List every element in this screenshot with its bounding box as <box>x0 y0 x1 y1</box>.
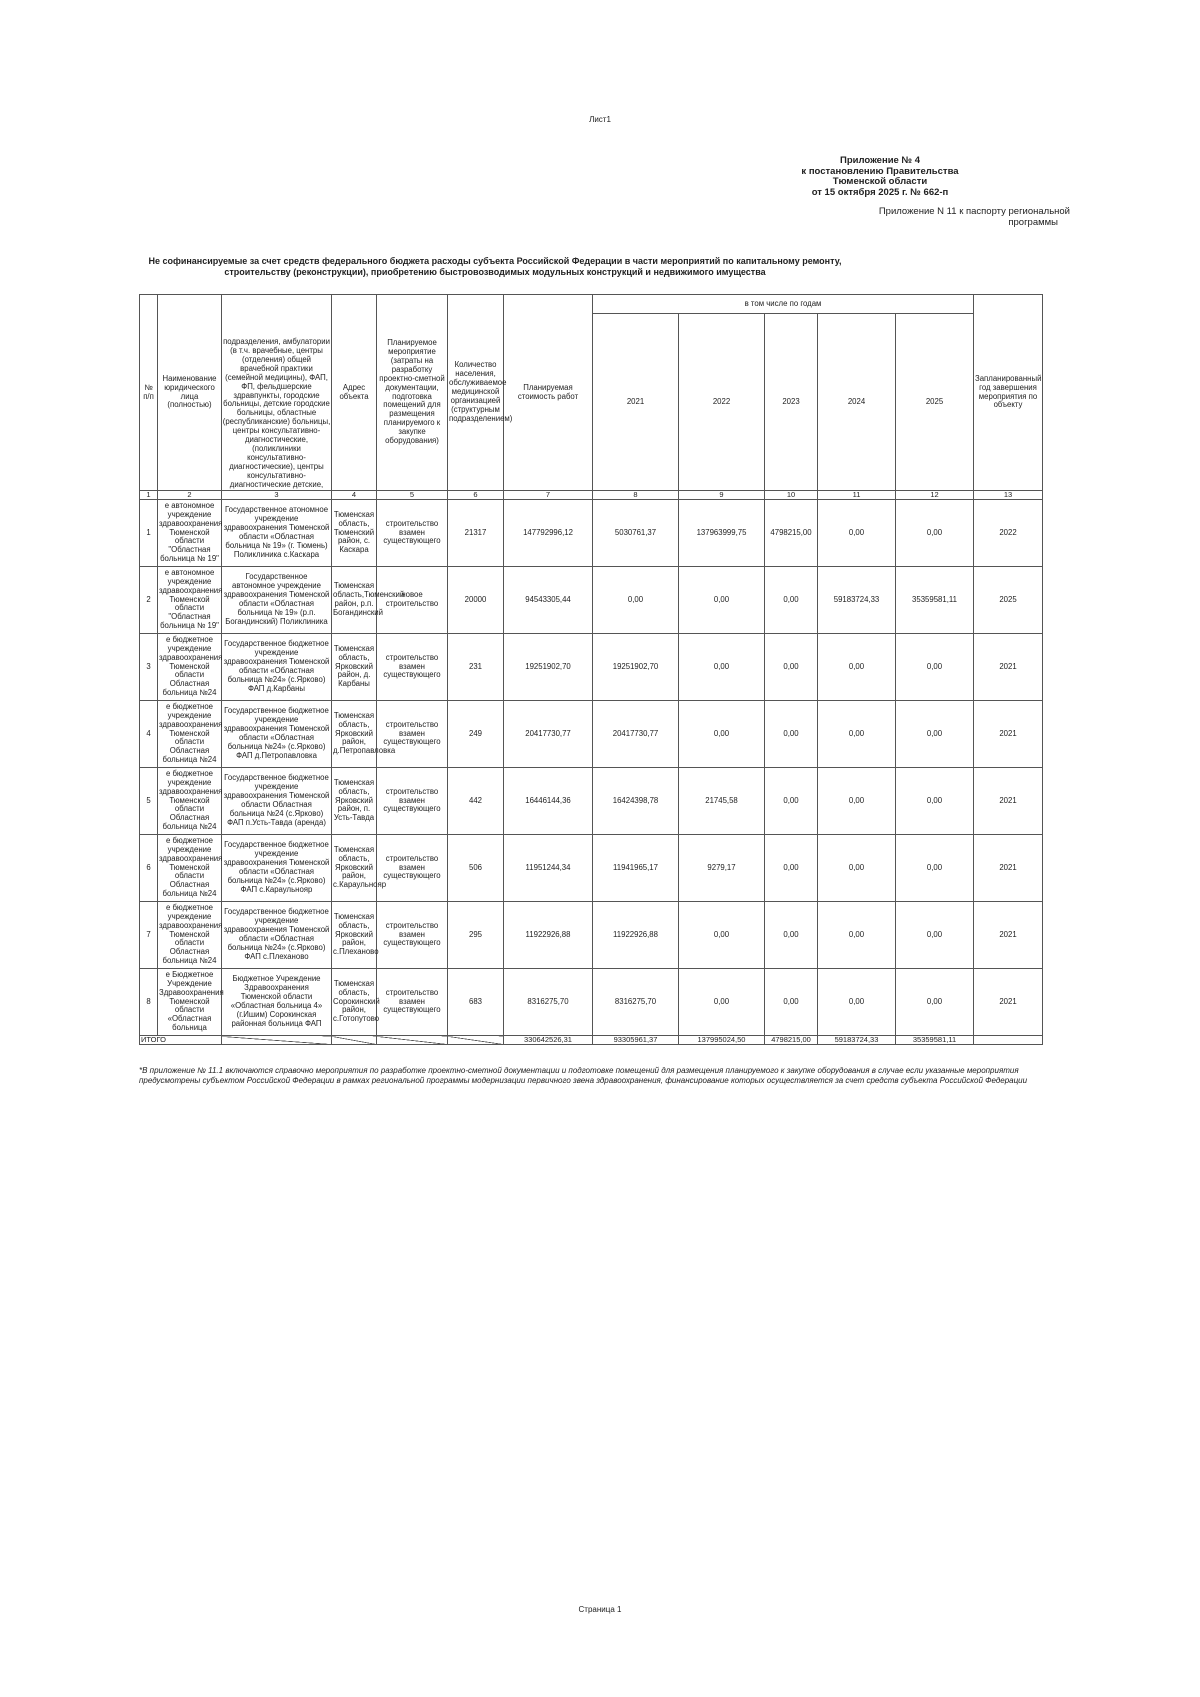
planned-cost: 19251902,70 <box>504 634 593 701</box>
population: 20000 <box>448 567 504 634</box>
document-title <box>145 256 845 277</box>
amount-2021: 11922926,88 <box>593 902 679 969</box>
planned-event: строительство взамен существующего <box>377 835 448 902</box>
table-row <box>140 969 1043 1036</box>
amount-2023: 0,00 <box>765 701 818 768</box>
legal-entity-name <box>158 835 222 902</box>
planned-cost: 11951244,34 <box>504 835 593 902</box>
population: 249 <box>448 701 504 768</box>
amount-2023: 0,00 <box>765 634 818 701</box>
subdivision-name <box>222 768 332 835</box>
total-empty-cell <box>222 1036 332 1045</box>
header-event: Планируемое мероприятие (затраты на разработку проектно-сметной документации, подготовка помещений для размещения планируемого к закупке оборудования) <box>377 295 448 491</box>
page-number: Страница 1 <box>578 1605 622 1614</box>
subdivision-name <box>222 567 332 634</box>
object-address-text: Тюменская область, Ярковский район, д. Карбаны <box>333 643 375 689</box>
subdivision-name <box>222 835 332 902</box>
legal-entity-name-text: е автономное учреждение здравоохранения Тюменской области "Областная больница № 19" <box>159 500 223 564</box>
header-year-2022: 2022 <box>679 314 765 491</box>
header-row <box>140 295 1043 314</box>
total-empty-cell <box>332 1036 377 1045</box>
subdivision-name <box>222 701 332 768</box>
subdivision-name-text: Государственное бюджетное учреждение здравоохранения Тюменской области «Областная больница №24» (с.Ярково) ФАП д.Петропавловка <box>223 706 330 760</box>
total-2022: 137995024,50 <box>679 1036 765 1045</box>
header-legal-name: Наименование юридического лица (полностью) <box>158 295 222 491</box>
object-address <box>332 902 377 969</box>
amount-2022: 137963999,75 <box>679 500 765 567</box>
col-number: 3 <box>222 491 332 500</box>
row-number: 3 <box>140 634 158 701</box>
header-year-2025: 2025 <box>896 314 974 491</box>
amount-2024: 0,00 <box>818 902 896 969</box>
amount-2023: 4798215,00 <box>765 500 818 567</box>
col-number: 4 <box>332 491 377 500</box>
passport-note-line-1: Приложение N 11 к паспорту региональной <box>878 206 1070 217</box>
subdivision-name <box>222 902 332 969</box>
object-address-text: Тюменская область, Сорокинский район, с.Готопутово <box>333 978 380 1024</box>
table-body <box>140 500 1043 1036</box>
object-address-text: Тюменская область, Ярковский район, с.Плеханово <box>333 911 379 957</box>
object-address-text: Тюменская область, Ярковский район, п. Усть-Тавда <box>333 777 375 823</box>
population: 442 <box>448 768 504 835</box>
amount-2022: 21745,58 <box>679 768 765 835</box>
object-address-text: Тюменская область,Тюменский район, р.п. Богандинский <box>333 581 405 617</box>
object-address <box>332 500 377 567</box>
legal-entity-name <box>158 902 222 969</box>
object-address-text: Тюменская область, Ярковский район, с.Караульнояр <box>333 844 387 890</box>
legal-entity-name <box>158 567 222 634</box>
planned-cost: 8316275,70 <box>504 969 593 1036</box>
legal-entity-name-text: е бюджетное учреждение здравоохранения Тюменской области Областная больница №24 <box>159 902 223 966</box>
legal-entity-name <box>158 969 222 1036</box>
planned-event: строительство взамен существующего <box>377 768 448 835</box>
amount-2025: 0,00 <box>896 500 974 567</box>
subdivision-name <box>222 500 332 567</box>
total-empty-cell <box>448 1036 504 1045</box>
row-number: 8 <box>140 969 158 1036</box>
total-2021: 93305961,37 <box>593 1036 679 1045</box>
completion-year: 2021 <box>974 969 1043 1036</box>
planned-event: строительство взамен существующего <box>377 500 448 567</box>
object-address <box>332 969 380 1036</box>
expenses-table <box>139 294 1043 1045</box>
legal-entity-name <box>158 701 222 768</box>
planned-cost: 20417730,77 <box>504 701 593 768</box>
amount-2022: 0,00 <box>679 567 765 634</box>
col-number: 2 <box>158 491 222 500</box>
subdivision-name-text: Бюджетное Учреждение Здравоохранения Тюменской области «Областная больница 4» (г.Ишим) Сорокинская районная больница ФАП <box>230 974 323 1028</box>
appendix-block <box>770 156 990 198</box>
row-number: 6 <box>140 835 158 902</box>
col-number: 6 <box>448 491 504 500</box>
document-title-line-1: Не софинансируемые за счет средств федерального бюджета расходы субъекта Российской Федерации в части мероприятий по капитальному ремонту, <box>148 256 842 266</box>
header-cost: Планируемая стоимость работ <box>504 295 593 491</box>
amount-2022: 0,00 <box>679 634 765 701</box>
subdivision-name-text: Государственное бюджетное учреждение здравоохранения Тюменской области Областная больница №24 (с.Ярково) ФАП п.Усть-Тавда (аренда) <box>223 773 330 827</box>
planned-cost: 16446144,36 <box>504 768 593 835</box>
planned-cost: 11922926,88 <box>504 902 593 969</box>
object-address <box>332 567 405 634</box>
amount-2024: 0,00 <box>818 701 896 768</box>
total-2025: 35359581,11 <box>896 1036 974 1045</box>
legal-entity-name-text: е бюджетное учреждение здравоохранения Тюменской области Областная больница №24 <box>159 768 223 832</box>
amount-2022: 0,00 <box>679 701 765 768</box>
row-number: 2 <box>140 567 158 634</box>
amount-2025: 0,00 <box>896 768 974 835</box>
table-row <box>140 500 1043 567</box>
appendix-line-3: Тюменской области <box>832 176 928 187</box>
col-number: 10 <box>765 491 818 500</box>
table-row <box>140 768 1043 835</box>
total-cost: 330642526,31 <box>504 1036 593 1045</box>
object-address-text: Тюменская область, Ярковский район, д.Петропавловка <box>333 710 396 756</box>
document-title-line-2: строительству (реконструкции), приобретению быстровозводимых модульных конструкций и недвижимого имущества <box>224 266 766 277</box>
header-address: Адрес объекта <box>332 295 377 491</box>
row-number: 5 <box>140 768 158 835</box>
header-year-2023: 2023 <box>765 314 818 491</box>
planned-cost: 94543305,44 <box>504 567 593 634</box>
amount-2025: 0,00 <box>896 902 974 969</box>
planned-cost: 147792996,12 <box>504 500 593 567</box>
object-address <box>332 634 377 701</box>
amount-2023: 0,00 <box>765 902 818 969</box>
col-number: 1 <box>140 491 158 500</box>
header-population: Количество населения, обслуживаемое медицинской организацией (структурным подразделением) <box>448 295 504 491</box>
amount-2023: 0,00 <box>765 969 818 1036</box>
table-row <box>140 835 1043 902</box>
planned-event: строительство взамен существующего <box>377 969 448 1036</box>
legal-entity-name-text: е Бюджетное Учреждение Здравоохранения Тюменской области «Областная больница <box>159 969 224 1033</box>
row-number: 7 <box>140 902 158 969</box>
object-address <box>332 835 387 902</box>
completion-year: 2021 <box>974 701 1043 768</box>
total-2023: 4798215,00 <box>765 1036 818 1045</box>
total-empty-cell <box>377 1036 448 1045</box>
amount-2021: 8316275,70 <box>593 969 679 1036</box>
passport-note-line-2: программы <box>1008 216 1058 228</box>
row-number: 1 <box>140 500 158 567</box>
col-number: 7 <box>504 491 593 500</box>
total-2024: 59183724,33 <box>818 1036 896 1045</box>
table-row <box>140 701 1043 768</box>
object-address <box>332 701 396 768</box>
planned-event: строительство взамен существующего <box>377 701 448 768</box>
amount-2024: 0,00 <box>818 969 896 1036</box>
planned-event: строительство взамен существующего <box>377 634 448 701</box>
subdivision-name <box>222 634 332 701</box>
completion-year: 2025 <box>974 567 1043 634</box>
subdivision-name-text: Государственное бюджетное учреждение здравоохранения Тюменской области «Областная больница №24» (с.Ярково) ФАП с.Плеханово <box>223 907 330 961</box>
col-number: 13 <box>974 491 1043 500</box>
table-row <box>140 634 1043 701</box>
header-subdivision <box>222 295 332 491</box>
amount-2025: 0,00 <box>896 835 974 902</box>
amount-2022: 9279,17 <box>679 835 765 902</box>
completion-year: 2021 <box>974 835 1043 902</box>
table-row <box>140 567 1043 634</box>
legal-entity-name <box>158 634 222 701</box>
header-year-2024: 2024 <box>818 314 896 491</box>
header-subdivision-text: подразделения, амбулатории (в т.ч. врачебные, центры (отделения) общей врачебной практики (семейной медицины), ФАП, ФП, фельдшерские здравпункты, городские больницы, детские городские больницы, областные (республиканские) больницы, центры консультативно-диагностические, (поликлиники консультативно-диагностические), центры консультативно-диагностические детские, <box>222 337 331 489</box>
amount-2021: 19251902,70 <box>593 634 679 701</box>
legal-entity-name-text: е бюджетное учреждение здравоохранения Тюменской области Областная больница №24 <box>159 701 223 765</box>
population: 683 <box>448 969 504 1036</box>
amount-2022: 0,00 <box>679 902 765 969</box>
completion-year: 2021 <box>974 902 1043 969</box>
object-address <box>332 768 377 835</box>
population: 231 <box>448 634 504 701</box>
appendix-line-1: Приложение № 4 <box>840 155 920 166</box>
amount-2024: 0,00 <box>818 768 896 835</box>
passport-note <box>840 207 1070 228</box>
amount-2023: 0,00 <box>765 768 818 835</box>
amount-2021: 0,00 <box>593 567 679 634</box>
total-label: ИТОГО <box>140 1036 222 1045</box>
row-number: 4 <box>140 701 158 768</box>
amount-2021: 5030761,37 <box>593 500 679 567</box>
amount-2021: 16424398,78 <box>593 768 679 835</box>
amount-2024: 59183724,33 <box>818 567 896 634</box>
completion-year: 2022 <box>974 500 1043 567</box>
header-by-years: в том числе по годам <box>593 295 974 314</box>
planned-event: строительство взамен существующего <box>377 902 448 969</box>
col-number: 11 <box>818 491 896 500</box>
header-year-2021: 2021 <box>593 314 679 491</box>
col-number: 8 <box>593 491 679 500</box>
population: 295 <box>448 902 504 969</box>
column-number-row <box>140 491 1043 500</box>
legal-entity-name-text: е бюджетное учреждение здравоохранения Тюменской области Областная больница №24 <box>159 835 223 899</box>
col-number: 9 <box>679 491 765 500</box>
sheet-label: Лист1 <box>589 115 611 124</box>
population: 506 <box>448 835 504 902</box>
header-num: № п/п <box>140 295 158 491</box>
amount-2025: 35359581,11 <box>896 567 974 634</box>
subdivision-name-text: Государственное автономное учреждение здравоохранения Тюменской области «Областная больница № 19» (р.п. Богандинский) Поликлиника <box>223 572 330 626</box>
amount-2024: 0,00 <box>818 835 896 902</box>
amount-2024: 0,00 <box>818 634 896 701</box>
amount-2025: 0,00 <box>896 701 974 768</box>
amount-2025: 0,00 <box>896 969 974 1036</box>
legal-entity-name <box>158 500 222 567</box>
appendix-line-2: к постановлению Правительства <box>801 165 959 177</box>
amount-2023: 0,00 <box>765 567 818 634</box>
completion-year: 2021 <box>974 634 1043 701</box>
total-row <box>140 1036 1043 1045</box>
subdivision-name <box>222 969 332 1036</box>
legal-entity-name-text: е автономное учреждение здравоохранения Тюменской области "Областная больница № 19" <box>159 567 223 631</box>
subdivision-name-text: Государственное бюджетное учреждение здравоохранения Тюменской области «Областная больница №24» (с.Ярково) ФАП с.Караульнояр <box>223 840 330 894</box>
subdivision-name-text: Государственное атономное учреждение здравоохранения Тюменской области «Областная больница № 19» (г. Тюмень) Поликлиника с.Каскара <box>223 505 330 559</box>
amount-2023: 0,00 <box>765 835 818 902</box>
header-completion: Запланированный год завершения мероприятия по объекту <box>974 295 1043 491</box>
amount-2021: 20417730,77 <box>593 701 679 768</box>
legal-entity-name <box>158 768 222 835</box>
completion-year: 2021 <box>974 768 1043 835</box>
subdivision-name-text: Государственное бюджетное учреждение здравоохранения Тюменской области «Областная больница №24» (с.Ярково) ФАП д.Карбаны <box>223 639 330 693</box>
object-address-text: Тюменская область, Тюменский район, с. Каскара <box>333 509 375 555</box>
population: 21317 <box>448 500 504 567</box>
col-number: 5 <box>377 491 448 500</box>
table-row <box>140 902 1043 969</box>
amount-2025: 0,00 <box>896 634 974 701</box>
legal-entity-name-text: е бюджетное учреждение здравоохранения Тюменской области Областная больница №24 <box>159 634 223 698</box>
footnote: *В приложение № 11.1 включаются справочно мероприятия по разработке проектно-сметной документации и подготовке помещений для размещения планируемого к закупке оборудования в случае если указанные мероприятия предусмотрены субъектом Российской Федерации в рамках региональной программы модернизации первичного звена здравоохранения, финансирование которых осуществляется за счет средств субъекта Российской Федерации <box>139 1066 1028 1085</box>
planned-event: новое строительство <box>377 567 448 634</box>
total-empty-cell <box>974 1036 1043 1045</box>
col-number: 12 <box>896 491 974 500</box>
amount-2022: 0,00 <box>679 969 765 1036</box>
appendix-line-4: от 15 октября 2025 г. № 662-п <box>811 186 949 198</box>
amount-2024: 0,00 <box>818 500 896 567</box>
amount-2021: 11941965,17 <box>593 835 679 902</box>
